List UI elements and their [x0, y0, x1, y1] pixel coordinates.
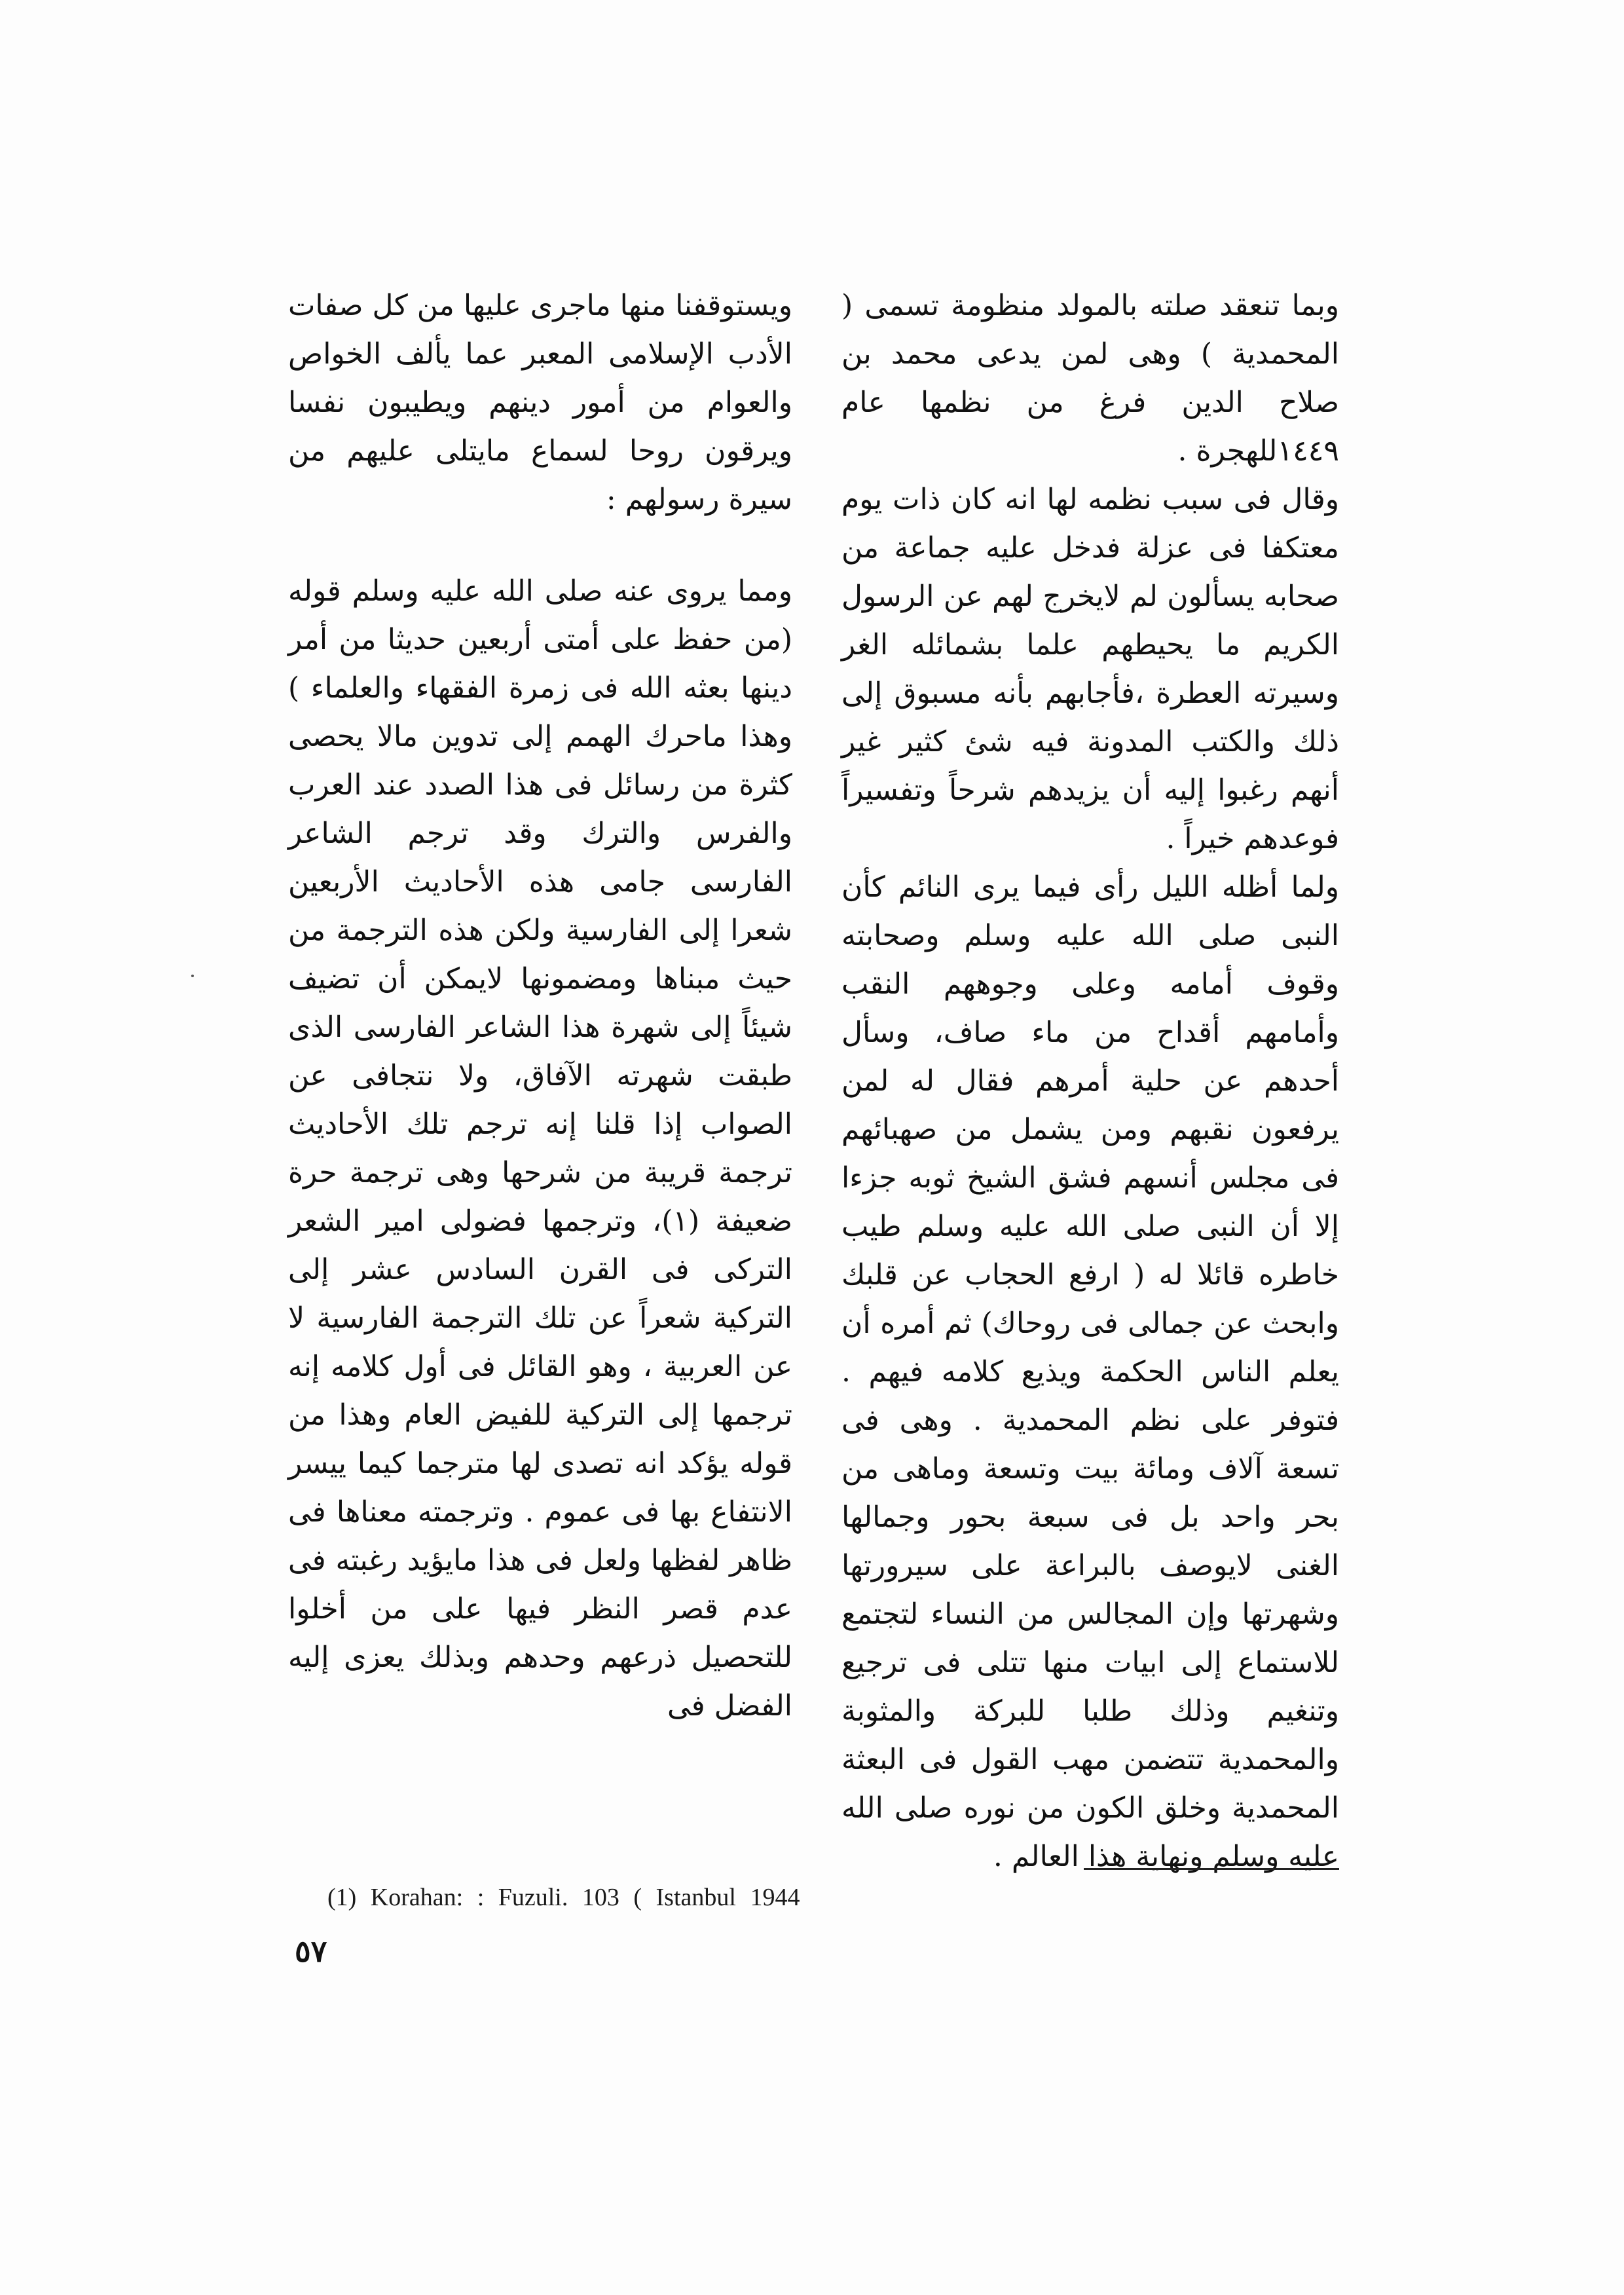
- footnote: (1) Korahan: : Fuzuli. 103 ( Istanbul 1944: [327, 1884, 800, 1911]
- left-text-column: [288, 282, 792, 1730]
- right-paragraph-2: وقال فى سبب نظمه لها انه كان ذات يوم معتكفا فى عزلة فدخل عليه جماعة من صحابه يسألون لم لايخرج لهم عن الرسول الكريم ما يحيطهم علما بشمائله الغر وسيرته العطرة ،فأجابهم بأنه مسبوق إلى ذلك والكتب المدونة فيه شئ كثير غير أنهم رغبوا إليه أن يزيدهم شرحاً وتفسيراً فوعدهم خيراً .: [841, 483, 1339, 855]
- right-text-column: [841, 282, 1339, 1881]
- right-paragraph-1: وبما تنعقد صلته بالمولد منظومة تسمى ( المحمدية ) وهى لمن يدعى محمد بن صلاح الدين فرغ من نظمها عام ١٤٤٩للهجرة .: [841, 289, 1339, 468]
- page-number: ٥٧: [295, 1933, 327, 1969]
- scan-speck: [191, 975, 194, 977]
- left-paragraph-2: ومما يروى عنه صلى الله عليه وسلم قوله (من حفظ على أمتى أربعين حديثا من أمر دينها بعثه الله فى زمرة الفقهاء والعلماء ) وهذا ماحرك الهمم إلى تدوين مالا يحصى كثرة من رسائل فى هذا الصدد عند العرب والفرس والترك وقد ترجم الشاعر الفارسى جامى هذه الأحاديث الأربعين شعرا إلى الفارسية ولكن هذه الترجمة من حيث مبناها ومضمونها لايمكن أن تضيف شيئاً إلى شهرة هذا الشاعر الفارسى الذى طبقت شهرته الآفاق، ولا نتجافى عن الصواب إذا قلنا إنه ترجم تلك الأحاديث ترجمة قريبة من شرحها وهى ترجمة حرة ضعيفة (١)، وترجمها فضولى امير الشعر التركى فى القرن السادس عشر إلى التركية شعراً عن تلك الترجمة الفارسية لا عن العربية ، وهو القائل فى أول كلامه إنه ترجمها إلى التركية للفيض العام وهذا من قوله يؤكد انه تصدى لها مترجما كيما ييسر الانتفاع بها فى عموم . وترجمته معناها فى ظاهر لفظها ولعل فى هذا مايؤيد رغبته فى عدم قصر النظر فيها على من أخلوا للتحصيل ذرعهم وحدهم وبذلك يعزى إليه الفضل فى: [288, 574, 792, 1723]
- left-paragraph-1: ويستوقفنا منها ماجرى عليها من كل صفات الأدب الإسلامى المعبر عما يألف الخواص والعوام من أمور دينهم ويطيبون نفسا ويرقون روحا لسماع مايتلى عليهم من سيرة رسولهم :: [288, 289, 792, 516]
- footnote-divider: [1084, 1868, 1339, 1870]
- right-paragraph-3: ولما أظله الليل رأى فيما يرى النائم كأن النبى صلى الله عليه وسلم وصحابته وقوف أمامه وعلى وجوههم النقب وأمامهم أقداح من ماء صاف، وسأل أحدهم عن حلية أمرهم فقال له لمن يرفعون نقبهم ومن يشمل من صهبائهم فى مجلس أنسهم فشق الشيخ ثوبه جزءا إلا أن النبى صلى الله عليه وسلم طيب خاطره قائلا له ( ارفع الحجاب عن قلبك وابحث عن جمالى فى روحاك) ثم أمره أن يعلم الناس الحكمة ويذيع كلامه فيهم . فتوفر على نظم المحمدية . وهى فى تسعة آلاف ومائة بيت وتسعة وماهى من بحر واحد بل فى سبعة بحور وجمالها الغنى لايوصف بالبراعة على سيرورتها وشهرتها وإن المجالس من النساء لتجتمع للاستماع إلى ابيات منها تتلى فى ترجيع وتنغيم وذلك طلبا للبركة والمثوبة والمحمدية تتضمن مهب القول فى البعثة المحمدية وخلق الكون من نوره صلى الله عليه وسلم ونهاية هذا العالم .: [841, 870, 1339, 1873]
